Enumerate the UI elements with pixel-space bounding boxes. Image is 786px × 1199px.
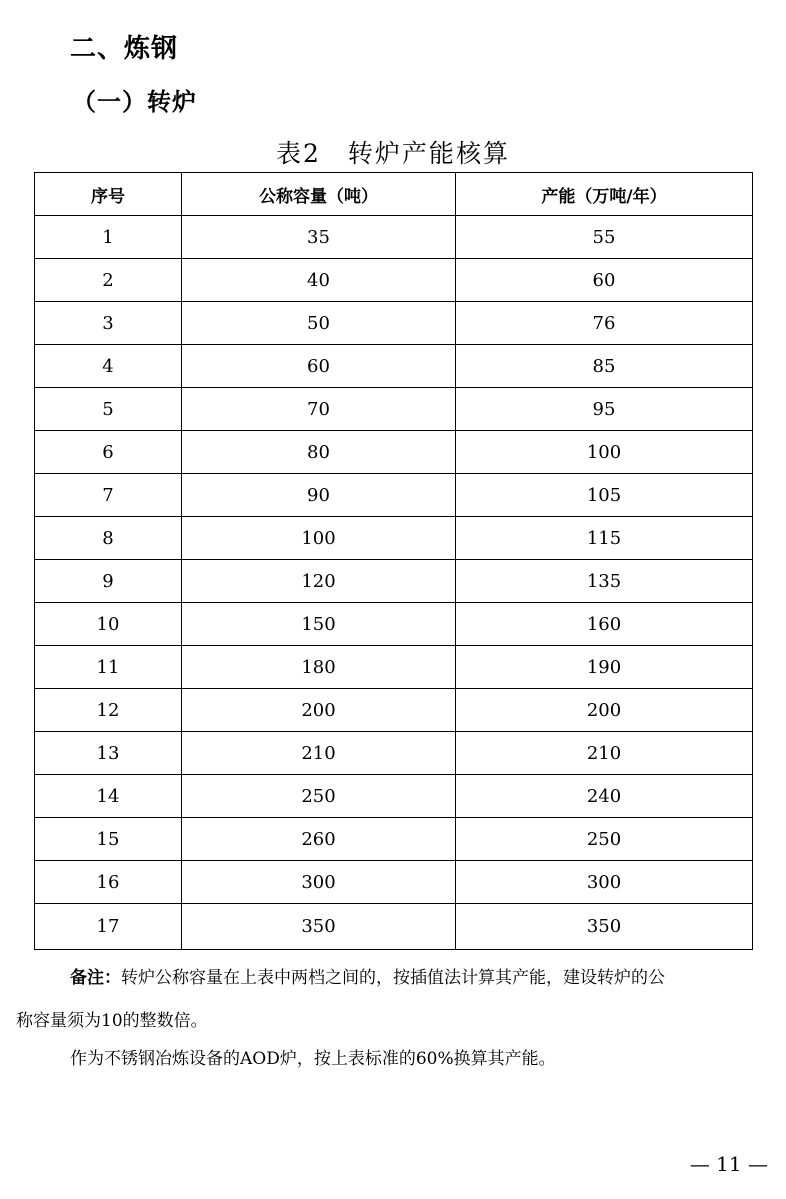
header-index: 序号 — [35, 173, 182, 216]
cell-nominal-capacity: 50 — [182, 302, 456, 345]
cell-nominal-capacity: 260 — [182, 818, 456, 861]
cell-index: 7 — [35, 474, 182, 517]
cell-index: 11 — [35, 646, 182, 689]
cell-production-capacity: 250 — [456, 818, 753, 861]
cell-production-capacity: 160 — [456, 603, 753, 646]
cell-index: 1 — [35, 216, 182, 259]
aod-paragraph: 作为不锈钢冶炼设备的AOD炉，按上表标准的60%换算其产能。 — [70, 1049, 556, 1069]
table-row — [35, 259, 753, 302]
cell-nominal-capacity: 70 — [182, 388, 456, 431]
table-row — [35, 474, 753, 517]
cell-nominal-capacity: 40 — [182, 259, 456, 302]
table-row — [35, 560, 753, 603]
page-number: — 11 — — [689, 1152, 768, 1176]
cell-index: 3 — [35, 302, 182, 345]
cell-nominal-capacity: 250 — [182, 775, 456, 818]
table-caption: 表2 转炉产能核算 — [276, 139, 510, 168]
table-row — [35, 345, 753, 388]
cell-index: 15 — [35, 818, 182, 861]
cell-index: 10 — [35, 603, 182, 646]
cell-production-capacity: 210 — [456, 732, 753, 775]
cell-nominal-capacity: 60 — [182, 345, 456, 388]
cell-index: 6 — [35, 431, 182, 474]
cell-nominal-capacity: 210 — [182, 732, 456, 775]
table-row — [35, 517, 753, 560]
cell-nominal-capacity: 35 — [182, 216, 456, 259]
cell-production-capacity: 115 — [456, 517, 753, 560]
cell-nominal-capacity: 100 — [182, 517, 456, 560]
table-row — [35, 646, 753, 689]
subsection-title: （一）转炉 — [72, 88, 197, 116]
table-row — [35, 732, 753, 775]
cell-production-capacity: 200 — [456, 689, 753, 732]
note-paragraph — [0, 963, 786, 1036]
cell-nominal-capacity: 120 — [182, 560, 456, 603]
cell-nominal-capacity: 200 — [182, 689, 456, 732]
cell-production-capacity: 95 — [456, 388, 753, 431]
cell-nominal-capacity: 80 — [182, 431, 456, 474]
cell-production-capacity: 76 — [456, 302, 753, 345]
cell-production-capacity: 190 — [456, 646, 753, 689]
cell-production-capacity: 350 — [456, 904, 753, 950]
cell-production-capacity: 60 — [456, 259, 753, 302]
table-row — [35, 302, 753, 345]
table-header-row — [35, 173, 753, 216]
cell-production-capacity: 300 — [456, 861, 753, 904]
cell-nominal-capacity: 180 — [182, 646, 456, 689]
header-production-capacity: 产能（万吨/年） — [456, 173, 753, 216]
capacity-table — [34, 172, 753, 950]
cell-production-capacity: 85 — [456, 345, 753, 388]
table-row — [35, 388, 753, 431]
table-row — [35, 818, 753, 861]
note-label: 备注： — [70, 968, 121, 988]
table-row — [35, 216, 753, 259]
cell-production-capacity: 135 — [456, 560, 753, 603]
cell-nominal-capacity: 300 — [182, 861, 456, 904]
cell-production-capacity: 240 — [456, 775, 753, 818]
cell-index: 12 — [35, 689, 182, 732]
cell-production-capacity: 105 — [456, 474, 753, 517]
cell-nominal-capacity: 150 — [182, 603, 456, 646]
cell-nominal-capacity: 350 — [182, 904, 456, 950]
cell-production-capacity: 55 — [456, 216, 753, 259]
cell-index: 14 — [35, 775, 182, 818]
header-nominal-capacity: 公称容量（吨） — [182, 173, 456, 216]
cell-production-capacity: 100 — [456, 431, 753, 474]
cell-index: 2 — [35, 259, 182, 302]
cell-index: 17 — [35, 904, 182, 950]
table-row — [35, 603, 753, 646]
note-line-1: 转炉公称容量在上表中两档之间的，按插值法计算其产能，建设转炉的公 — [121, 968, 665, 988]
cell-index: 16 — [35, 861, 182, 904]
table-row — [35, 775, 753, 818]
table-row — [35, 861, 753, 904]
cell-index: 5 — [35, 388, 182, 431]
cell-nominal-capacity: 90 — [182, 474, 456, 517]
cell-index: 8 — [35, 517, 182, 560]
table-row — [35, 431, 753, 474]
cell-index: 4 — [35, 345, 182, 388]
table-row — [35, 689, 753, 732]
table-row — [35, 904, 753, 950]
cell-index: 13 — [35, 732, 182, 775]
cell-index: 9 — [35, 560, 182, 603]
note-line-2: 称容量须为10的整数倍。 — [16, 1011, 208, 1031]
section-title: 二、炼钢 — [70, 34, 179, 64]
